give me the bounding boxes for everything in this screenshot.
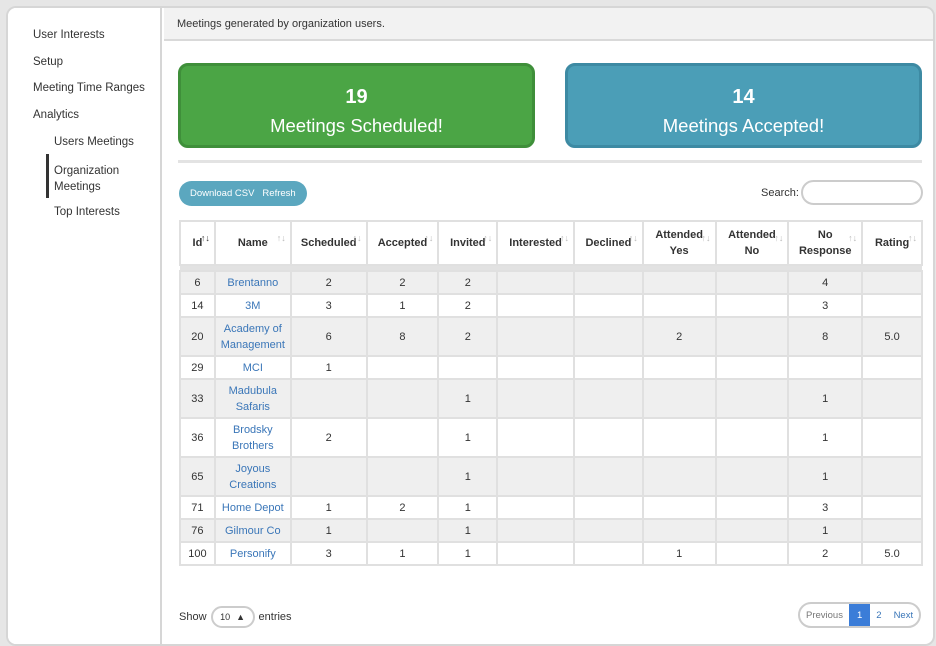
table-cell	[716, 418, 789, 457]
column-header-label: Invited	[450, 237, 486, 249]
scheduled-count: 19	[345, 86, 368, 108]
table-cell	[574, 317, 643, 356]
table-cell: 1	[438, 496, 497, 519]
table-cell: 2	[291, 271, 367, 294]
table-cell: 5.0	[862, 542, 922, 565]
table-cell	[574, 519, 643, 542]
table-row	[180, 379, 922, 418]
table-cell: 3	[788, 496, 862, 519]
organization-link[interactable]: Brodsky Brothers	[215, 418, 291, 457]
table-cell	[497, 317, 574, 356]
table-cell	[643, 379, 716, 418]
table-cell	[716, 542, 789, 565]
table-cell: 1	[438, 457, 497, 496]
table-cell: 6	[291, 317, 367, 356]
table-cell	[497, 418, 574, 457]
table-cell: 1	[291, 496, 367, 519]
table-cell	[643, 271, 716, 294]
table-cell: 3	[788, 294, 862, 317]
table-cell: 65	[180, 457, 215, 496]
table-cell	[291, 457, 367, 496]
organization-link[interactable]: Madubula Safaris	[215, 379, 291, 418]
sidebar-subitem-users-meetings[interactable]: Users Meetings	[54, 136, 134, 148]
column-header-label: Attended Yes	[655, 229, 703, 257]
table-cell	[716, 457, 789, 496]
column-header-label: Scheduled	[300, 237, 357, 249]
table-cell: 29	[180, 356, 215, 379]
entries-label: entries	[258, 611, 292, 623]
sort-icon: ↑↓	[908, 233, 917, 243]
table-cell: 5.0	[862, 317, 922, 356]
column-header[interactable]	[215, 221, 291, 265]
sort-icon: ↑↓	[483, 233, 493, 243]
column-header[interactable]	[291, 221, 367, 265]
table-cell	[862, 457, 922, 496]
table-cell	[716, 271, 789, 294]
column-header-label: Interested	[509, 237, 562, 249]
table-cell	[367, 418, 439, 457]
column-header-label: Rating	[874, 237, 910, 249]
table-cell	[862, 519, 922, 542]
table-cell: 2	[643, 317, 716, 356]
table-cell: 3	[291, 542, 367, 565]
organization-link[interactable]: Gilmour Co	[215, 519, 291, 542]
download-csv-button[interactable]: Download CSV	[190, 188, 255, 199]
refresh-button[interactable]: Refresh	[262, 188, 296, 199]
column-header[interactable]	[180, 221, 215, 265]
table-cell: 1	[788, 519, 862, 542]
table-cell	[716, 496, 789, 519]
table-cell	[574, 418, 643, 457]
show-label: Show	[179, 611, 207, 623]
table-cell: 1	[643, 542, 716, 565]
column-header[interactable]	[788, 221, 862, 265]
table-cell: 100	[180, 542, 215, 565]
table-cell	[716, 519, 789, 542]
table-cell: 71	[180, 496, 215, 519]
table-cell: 36	[180, 418, 215, 457]
page-1-button[interactable]: 1	[849, 604, 870, 626]
sidebar-subitem-organization-meetings[interactable]: Organization Meetings	[54, 165, 120, 193]
table-cell	[862, 496, 922, 519]
column-header-label: Accepted	[377, 237, 428, 249]
table-cell: 3	[291, 294, 367, 317]
table-cell	[367, 457, 439, 496]
table-cell	[497, 519, 574, 542]
column-header[interactable]	[643, 221, 716, 265]
column-header[interactable]	[574, 221, 643, 265]
sidebar-item-setup[interactable]: Setup	[33, 56, 64, 68]
table-row	[180, 542, 922, 565]
table-cell: 2	[291, 418, 367, 457]
page-description: Meetings generated by organization users.	[164, 8, 933, 41]
table-row	[180, 317, 922, 356]
table-cell	[643, 519, 716, 542]
search-label: Search:	[761, 187, 799, 199]
sort-icon: ↑↓	[701, 233, 711, 243]
table-cell: 1	[367, 542, 439, 565]
column-header-label: Id	[192, 237, 203, 249]
table-cell	[643, 294, 716, 317]
column-header[interactable]	[367, 221, 439, 265]
table-cell: 8	[788, 317, 862, 356]
table-cell	[643, 418, 716, 457]
table-cell	[497, 496, 574, 519]
column-header[interactable]	[716, 221, 789, 265]
table-cell	[862, 271, 922, 294]
scheduled-card	[178, 63, 535, 148]
sidebar-item-user-interests[interactable]: User Interests	[33, 29, 105, 41]
sort-icon: ↑↓	[424, 233, 434, 243]
table-cell: 2	[367, 271, 439, 294]
divider	[178, 160, 922, 163]
table-cell	[497, 542, 574, 565]
meetings-table	[179, 220, 923, 566]
accepted-label: Meetings Accepted!	[662, 115, 825, 136]
table-cell	[497, 356, 574, 379]
table-row	[180, 418, 922, 457]
table-cell	[497, 294, 574, 317]
table-row	[180, 496, 922, 519]
table-actions	[179, 181, 307, 206]
sort-icon: ↑↓	[628, 233, 638, 243]
column-header-label: No Response	[798, 229, 852, 257]
column-header-label: Attended No	[728, 229, 776, 257]
organization-link[interactable]: 3M	[215, 294, 291, 317]
table-cell: 33	[180, 379, 215, 418]
table-cell	[716, 379, 789, 418]
search-input[interactable]	[801, 180, 923, 205]
organization-link[interactable]: MCI	[215, 356, 291, 379]
table-cell	[788, 356, 862, 379]
column-header-label: Name	[237, 237, 268, 249]
table-cell	[497, 271, 574, 294]
table-cell	[574, 356, 643, 379]
accepted-card	[565, 63, 922, 148]
table-cell: 2	[788, 542, 862, 565]
sidebar	[8, 8, 162, 644]
entries-value: 10	[220, 612, 231, 622]
sort-icon: ↑↓	[200, 233, 210, 243]
table-cell: 2	[438, 317, 497, 356]
table-cell	[574, 271, 643, 294]
table-row	[180, 271, 922, 294]
table-cell: 1	[438, 542, 497, 565]
sort-icon: ↑↓	[352, 233, 362, 243]
previous-page-button[interactable]: Previous	[806, 609, 843, 621]
table-cell: 2	[367, 496, 439, 519]
table-cell: 14	[180, 294, 215, 317]
table-cell: 76	[180, 519, 215, 542]
table-cell: 1	[438, 418, 497, 457]
page-2-button[interactable]: 2	[876, 609, 882, 621]
table-cell	[643, 496, 716, 519]
table-cell: 1	[291, 356, 367, 379]
entries-select[interactable]	[211, 606, 255, 628]
table-cell: 6	[180, 271, 215, 294]
page-length	[179, 606, 292, 628]
organization-link[interactable]: Brentanno	[215, 271, 291, 294]
table-cell	[367, 356, 439, 379]
column-header[interactable]	[497, 221, 574, 265]
organization-link[interactable]: Academy of Management	[215, 317, 291, 356]
table-cell: 2	[438, 271, 497, 294]
table-row	[180, 356, 922, 379]
table-cell	[438, 356, 497, 379]
table-cell: 1	[788, 379, 862, 418]
sidebar-subitem-top-interests[interactable]: Top Interests	[54, 206, 120, 218]
active-indicator	[46, 154, 49, 198]
next-page-button[interactable]: Next	[893, 609, 914, 621]
table-cell: 2	[438, 294, 497, 317]
table-cell: 4	[788, 271, 862, 294]
app-frame	[6, 6, 935, 646]
main-content	[164, 8, 933, 644]
table-cell: 1	[788, 418, 862, 457]
table-cell	[367, 519, 439, 542]
table-row	[180, 457, 922, 496]
pagination	[798, 602, 921, 628]
table-cell	[497, 379, 574, 418]
table-cell: 1	[438, 519, 497, 542]
table-cell	[643, 457, 716, 496]
column-header-label: Declined	[585, 237, 632, 249]
table-cell	[862, 356, 922, 379]
sort-icon: ↑↓	[848, 233, 858, 243]
table-cell	[574, 294, 643, 317]
table-cell: 8	[367, 317, 439, 356]
column-header[interactable]	[438, 221, 497, 265]
table-cell	[497, 457, 574, 496]
organization-link[interactable]: Joyous Creations	[215, 457, 291, 496]
table-cell: 1	[291, 519, 367, 542]
table-cell	[716, 356, 789, 379]
table-row	[180, 294, 922, 317]
table-cell: 1	[438, 379, 497, 418]
sort-icon: ↑↓	[774, 233, 784, 243]
table-cell: 20	[180, 317, 215, 356]
select-arrows-icon: ▲︎	[236, 612, 245, 622]
organization-link[interactable]: Home Depot	[215, 496, 291, 519]
organization-link[interactable]: Personify	[215, 542, 291, 565]
table-cell	[574, 496, 643, 519]
table-cell	[862, 418, 922, 457]
table-cell	[716, 317, 789, 356]
sort-icon: ↑↓	[559, 233, 569, 243]
sort-icon: ↑↓	[276, 233, 286, 243]
column-header[interactable]	[862, 221, 922, 265]
table-cell	[574, 457, 643, 496]
table-cell: 1	[788, 457, 862, 496]
table-cell	[367, 379, 439, 418]
table-cell	[643, 356, 716, 379]
scheduled-label: Meetings Scheduled!	[270, 115, 443, 136]
table-cell: 1	[367, 294, 439, 317]
table-row	[180, 519, 922, 542]
table-cell	[574, 542, 643, 565]
table-cell	[862, 379, 922, 418]
table-cell	[862, 294, 922, 317]
sidebar-item-analytics[interactable]: Analytics	[33, 109, 80, 121]
accepted-count: 14	[732, 86, 755, 108]
sidebar-item-meeting-time-ranges[interactable]: Meeting Time Ranges	[33, 82, 145, 94]
table-cell	[574, 379, 643, 418]
table-cell	[291, 379, 367, 418]
table-cell	[716, 294, 789, 317]
